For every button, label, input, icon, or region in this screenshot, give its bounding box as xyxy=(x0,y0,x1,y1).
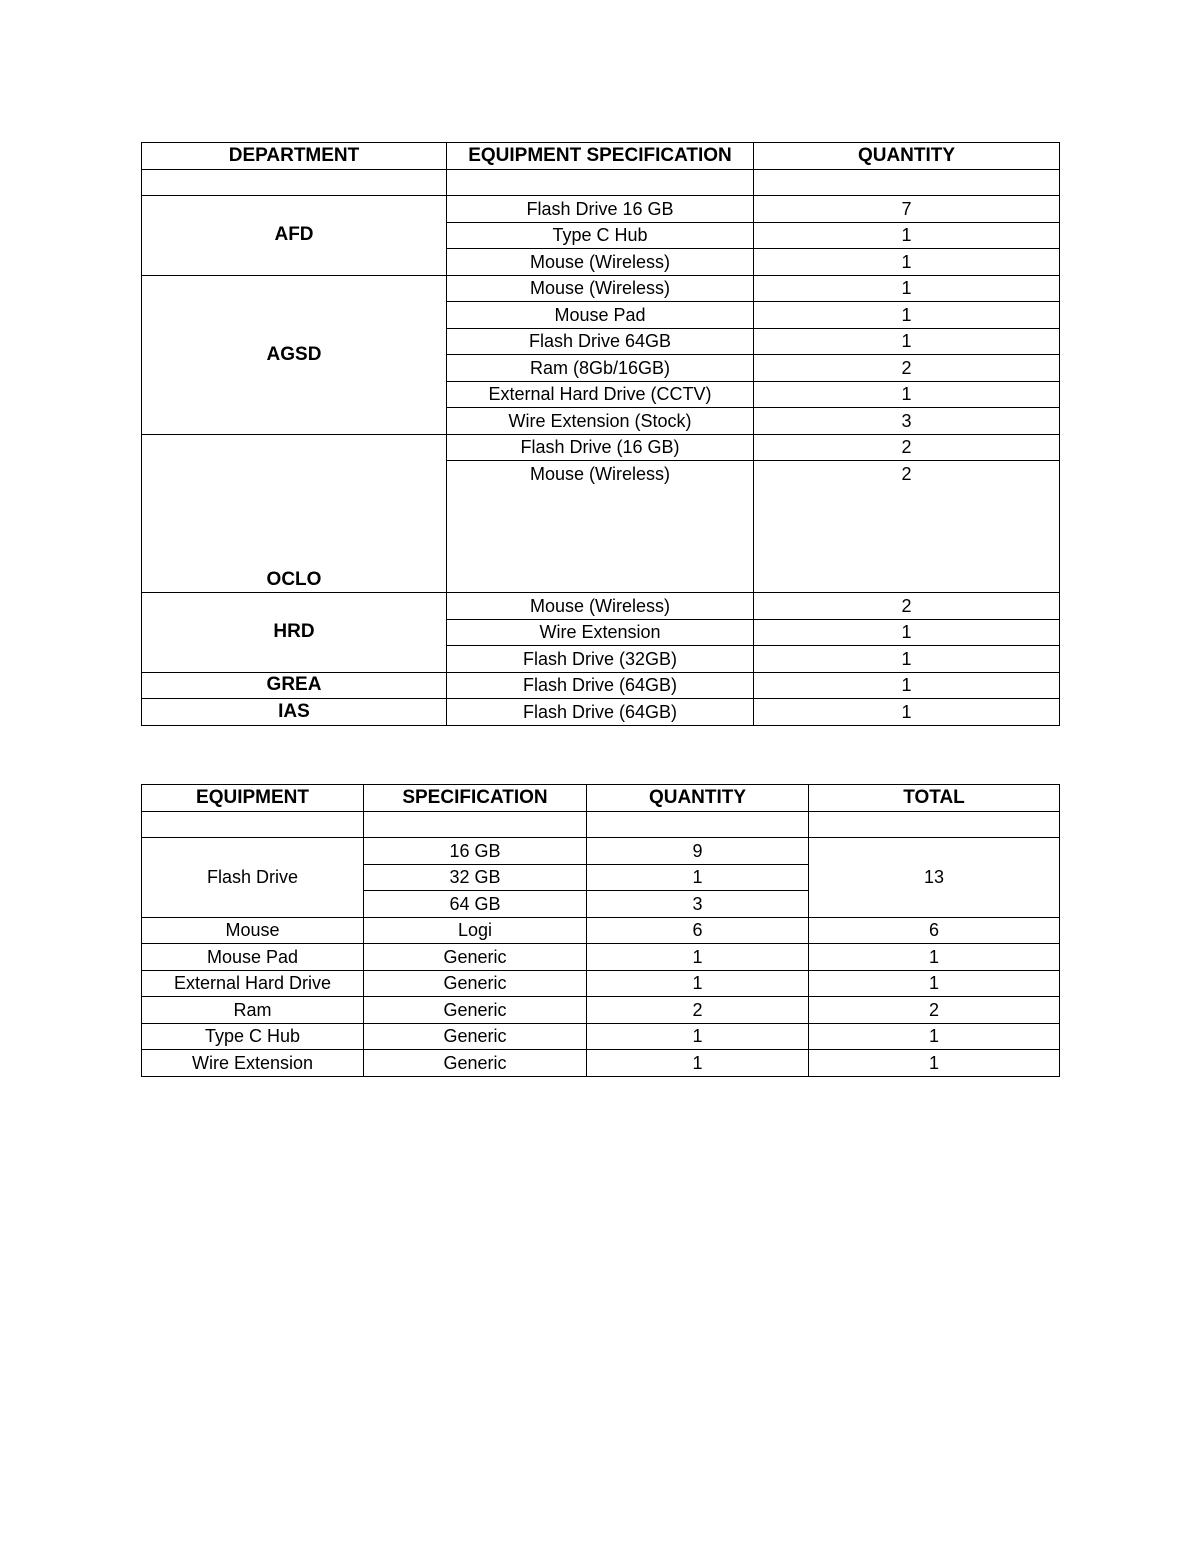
quantity-cell: 1 xyxy=(754,249,1060,276)
spec-cell: Mouse (Wireless) xyxy=(447,593,754,620)
header-row xyxy=(142,785,1060,812)
quantity-cell: 1 xyxy=(587,1050,809,1077)
spec-cell: Ram (8Gb/16GB) xyxy=(447,355,754,382)
header-total: TOTAL xyxy=(809,785,1060,812)
quantity-cell: 1 xyxy=(587,944,809,971)
spec-cell: Generic xyxy=(364,970,587,997)
quantity-cell: 3 xyxy=(754,408,1060,435)
table-row xyxy=(142,1023,1060,1050)
header-quantity: QUANTITY xyxy=(587,785,809,812)
spec-cell: Mouse (Wireless) xyxy=(447,461,754,593)
table-row xyxy=(142,275,1060,302)
spec-cell: Generic xyxy=(364,1050,587,1077)
dept-cell-ias: IAS xyxy=(142,699,447,726)
quantity-cell: 2 xyxy=(754,461,1060,593)
table-row xyxy=(142,672,1060,699)
spec-cell: Flash Drive (64GB) xyxy=(447,699,754,726)
spec-cell: Flash Drive 64GB xyxy=(447,328,754,355)
spec-cell: Logi xyxy=(364,917,587,944)
quantity-cell: 2 xyxy=(754,355,1060,382)
quantity-cell: 1 xyxy=(754,222,1060,249)
equipment-cell: Type C Hub xyxy=(142,1023,364,1050)
quantity-cell: 1 xyxy=(587,864,809,891)
blank-row xyxy=(142,811,1060,838)
total-cell: 1 xyxy=(809,1050,1060,1077)
department-equipment-table xyxy=(141,142,1060,726)
header-department: DEPARTMENT xyxy=(142,143,447,170)
dept-cell-grea: GREA xyxy=(142,672,447,699)
spec-cell: 64 GB xyxy=(364,891,587,918)
spec-cell: Mouse Pad xyxy=(447,302,754,329)
quantity-cell: 1 xyxy=(754,328,1060,355)
spec-cell: External Hard Drive (CCTV) xyxy=(447,381,754,408)
quantity-cell: 1 xyxy=(754,381,1060,408)
quantity-cell: 1 xyxy=(754,619,1060,646)
total-cell: 2 xyxy=(809,997,1060,1024)
spec-cell: Generic xyxy=(364,944,587,971)
total-cell: 1 xyxy=(809,1023,1060,1050)
total-cell-flash-drive: 13 xyxy=(809,838,1060,918)
quantity-cell: 1 xyxy=(754,302,1060,329)
header-quantity: QUANTITY xyxy=(754,143,1060,170)
blank-row xyxy=(142,169,1060,196)
quantity-cell: 3 xyxy=(587,891,809,918)
spec-cell: Flash Drive 16 GB xyxy=(447,196,754,223)
dept-cell-oclo: OCLO xyxy=(142,434,447,593)
quantity-cell: 1 xyxy=(587,970,809,997)
header-specification: SPECIFICATION xyxy=(364,785,587,812)
equipment-cell: Wire Extension xyxy=(142,1050,364,1077)
equipment-cell: Mouse xyxy=(142,917,364,944)
spec-cell: Flash Drive (64GB) xyxy=(447,672,754,699)
header-row xyxy=(142,143,1060,170)
spec-cell: Wire Extension (Stock) xyxy=(447,408,754,435)
quantity-cell: 7 xyxy=(754,196,1060,223)
equipment-cell: Ram xyxy=(142,997,364,1024)
table-row xyxy=(142,196,1060,223)
spec-cell: Generic xyxy=(364,997,587,1024)
table-row xyxy=(142,838,1060,865)
spec-cell: Mouse (Wireless) xyxy=(447,275,754,302)
quantity-cell: 9 xyxy=(587,838,809,865)
quantity-cell: 6 xyxy=(587,917,809,944)
total-cell: 1 xyxy=(809,970,1060,997)
equipment-cell-flash-drive: Flash Drive xyxy=(142,838,364,918)
table-row xyxy=(142,1050,1060,1077)
table-row xyxy=(142,970,1060,997)
total-cell: 1 xyxy=(809,944,1060,971)
spec-cell: 32 GB xyxy=(364,864,587,891)
quantity-cell: 1 xyxy=(754,275,1060,302)
equipment-cell: External Hard Drive xyxy=(142,970,364,997)
spec-cell: Flash Drive (32GB) xyxy=(447,646,754,673)
spec-cell: Wire Extension xyxy=(447,619,754,646)
table-row xyxy=(142,699,1060,726)
quantity-cell: 1 xyxy=(754,646,1060,673)
spec-cell: 16 GB xyxy=(364,838,587,865)
quantity-cell: 2 xyxy=(587,997,809,1024)
spec-cell: Generic xyxy=(364,1023,587,1050)
dept-cell-hrd: HRD xyxy=(142,593,447,673)
equipment-cell: Mouse Pad xyxy=(142,944,364,971)
dept-cell-afd: AFD xyxy=(142,196,447,276)
dept-cell-agsd: AGSD xyxy=(142,275,447,434)
table-row xyxy=(142,434,1060,461)
header-equipment: EQUIPMENT xyxy=(142,785,364,812)
quantity-cell: 2 xyxy=(754,593,1060,620)
equipment-summary-table xyxy=(141,784,1060,1077)
spec-cell: Flash Drive (16 GB) xyxy=(447,434,754,461)
table-row xyxy=(142,997,1060,1024)
spec-cell: Mouse (Wireless) xyxy=(447,249,754,276)
table-row xyxy=(142,944,1060,971)
quantity-cell: 1 xyxy=(754,672,1060,699)
total-cell: 6 xyxy=(809,917,1060,944)
spec-cell: Type C Hub xyxy=(447,222,754,249)
quantity-cell: 1 xyxy=(754,699,1060,726)
table-row xyxy=(142,593,1060,620)
table-row xyxy=(142,917,1060,944)
header-equipment-specification: EQUIPMENT SPECIFICATION xyxy=(447,143,754,170)
quantity-cell: 2 xyxy=(754,434,1060,461)
quantity-cell: 1 xyxy=(587,1023,809,1050)
